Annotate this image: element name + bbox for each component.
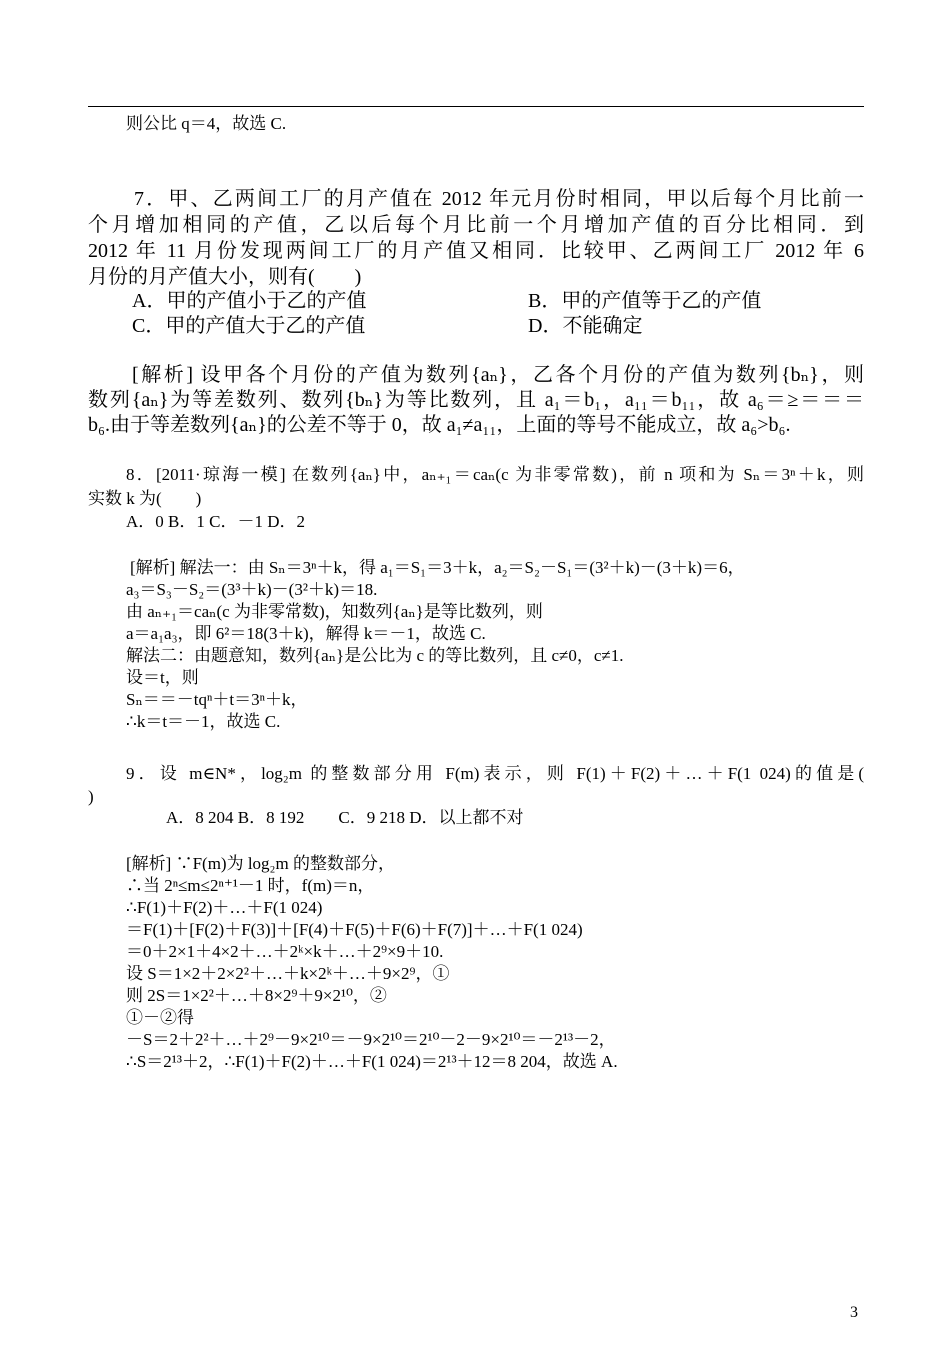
text-line: [88, 689, 864, 711]
text-line: [88, 601, 864, 623]
line-text: 个月增加相同的产值，乙以后每个月比前一个月增加产值的百分比相同．到: [88, 214, 864, 236]
text-line: [88, 387, 864, 413]
line-text: ∴k＝t＝－1，故选 C.: [126, 712, 281, 731]
line-text: Sₙ＝＝－tqⁿ＋t＝3ⁿ＋k，: [126, 690, 308, 709]
line-text: 7．甲、乙两间工厂的月产值在 2012 年元月份时相同，甲以后每个月比前一: [134, 188, 864, 210]
text-line: [88, 897, 864, 919]
line-text: ＝0＋2×1＋4×2＋…＋2ᵏ×k＋…＋2⁹×9＋10.: [126, 942, 444, 961]
text-line: [88, 645, 864, 667]
line-text: 9．设 m∈N*，log₂m 的整数部分用 F(m)表示，则 F(1)＋F(2)＋…＋F(1 024)的值是(: [126, 764, 864, 783]
text-line: [88, 1051, 864, 1073]
text-line: [88, 579, 864, 601]
line-text: C．甲的产值大于乙的产值: [132, 315, 366, 337]
line-text: 设＝t，则: [126, 668, 199, 687]
text-line: [88, 711, 864, 733]
line-text: 8．[2011·琼海一模] 在数列{aₙ}中，aₙ₊₁＝caₙ(c 为非零常数)，前 n 项和为 Sₙ＝3ⁿ＋k，则: [126, 465, 864, 484]
line-text: A．0 B．1 C．－1 D．2: [126, 512, 305, 531]
line-text: a＝a₁a₃，即 6²＝18(3＋k)，解得 k＝－1，故选 C.: [126, 624, 486, 643]
line-text: －S＝2＋2²＋…＋2⁹－9×2¹⁰＝－9×2¹⁰＝2¹⁰－2－9×2¹⁰＝－2¹³－2，: [126, 1030, 616, 1049]
text-line: [88, 557, 864, 579]
header-rule: [88, 106, 864, 107]
text-line: [88, 623, 864, 645]
text-line: [88, 763, 864, 785]
text-line: [88, 186, 864, 212]
text-line: [88, 113, 864, 135]
text-line: [88, 963, 864, 985]
text-line: [88, 264, 864, 290]
text-line: [88, 985, 864, 1007]
line-text: 月份的月产值大小，则有( ): [88, 266, 362, 288]
text-line: [88, 511, 864, 533]
text-line: [88, 786, 864, 808]
text-line: [88, 212, 864, 238]
line-text: b₆.由于等差数列{aₙ}的公差不等于 0，故 a₁≠a₁₁，上面的等号不能成立，故 a₆>b₆.: [88, 414, 791, 436]
page-number: 3: [850, 1304, 858, 1321]
line-text: [解析] ∵F(m)为 log₂m 的整数部分，: [126, 854, 395, 873]
text-line: [88, 362, 864, 388]
text-line: [88, 875, 864, 897]
line-text: 解法二：由题意知，数列{aₙ}是公比为 c 的等比数列，且 c≠0，c≠1.: [126, 646, 624, 665]
text-line: [88, 238, 864, 264]
line-text: [解析] 解法一：由 Sₙ＝3ⁿ＋k，得 a₁＝S₁＝3＋k，a₂＝S₂－S₁＝(3²＋k)－(3＋k)＝6，: [130, 558, 745, 577]
line-text: 数列{aₙ}为等差数列、数列{bₙ}为等比数列，且 a₁＝b₁，a₁₁＝b₁₁，故 a₆＝≥＝＝＝: [88, 389, 864, 411]
text-line: [88, 412, 864, 438]
line-text: 则 2S＝1×2²＋…＋8×2⁹＋9×2¹⁰，②: [126, 986, 387, 1005]
option-right-column: B．甲的产值等于乙的产值: [528, 290, 762, 312]
line-text: ∴F(1)＋F(2)＋…＋F(1 024): [126, 898, 323, 917]
text-line: [88, 919, 864, 941]
line-text: 实数 k 为( ): [88, 489, 202, 508]
text-line: [88, 313, 864, 339]
line-text: A．甲的产值小于乙的产值: [132, 290, 367, 312]
text-line: [88, 288, 864, 314]
option-right-column: D．不能确定: [528, 315, 643, 337]
text-line: [88, 488, 864, 510]
text-line: [88, 667, 864, 689]
text-line: [88, 464, 864, 486]
line-text: 则公比 q＝4，故选 C.: [126, 114, 287, 133]
text-line: [88, 807, 864, 829]
line-text: ∴当 2ⁿ≤m≤2ⁿ⁺¹－1 时，f(m)＝n，: [126, 876, 375, 895]
text-line: [88, 853, 864, 875]
text-line: [88, 941, 864, 963]
line-text: 由 aₙ₊₁＝caₙ(c 为非零常数)，知数列{aₙ}是等比数列，则: [126, 602, 543, 621]
text-line: [88, 1029, 864, 1051]
line-text: ∴S＝2¹³＋2，∴F(1)＋F(2)＋…＋F(1 024)＝2¹³＋12＝8 204，故选 A.: [126, 1052, 618, 1071]
line-text: 2012 年 11 月份发现两间工厂的月产值又相同．比较甲、乙两间工厂 2012 年 6: [88, 240, 864, 262]
text-line: [88, 1007, 864, 1029]
line-text: 设 S＝1×2＋2×2²＋…＋k×2ᵏ＋…＋9×2⁹，①: [126, 964, 450, 983]
line-text: ①－②得: [126, 1008, 194, 1027]
line-text: ): [88, 787, 94, 806]
line-text: A．8 204 B．8 192 C．9 218 D．以上都不对: [166, 808, 524, 827]
line-text: [解析] 设甲各个月份的产值为数列{aₙ}，乙各个月份的产值为数列{bₙ}，则: [132, 364, 864, 386]
line-text: a₃＝S₃－S₂＝(3³＋k)－(3²＋k)＝18.: [126, 580, 378, 599]
line-text: ＝F(1)＋[F(2)＋F(3)]＋[F(4)＋F(5)＋F(6)＋F(7)]＋…＋F(1 024): [126, 920, 583, 939]
